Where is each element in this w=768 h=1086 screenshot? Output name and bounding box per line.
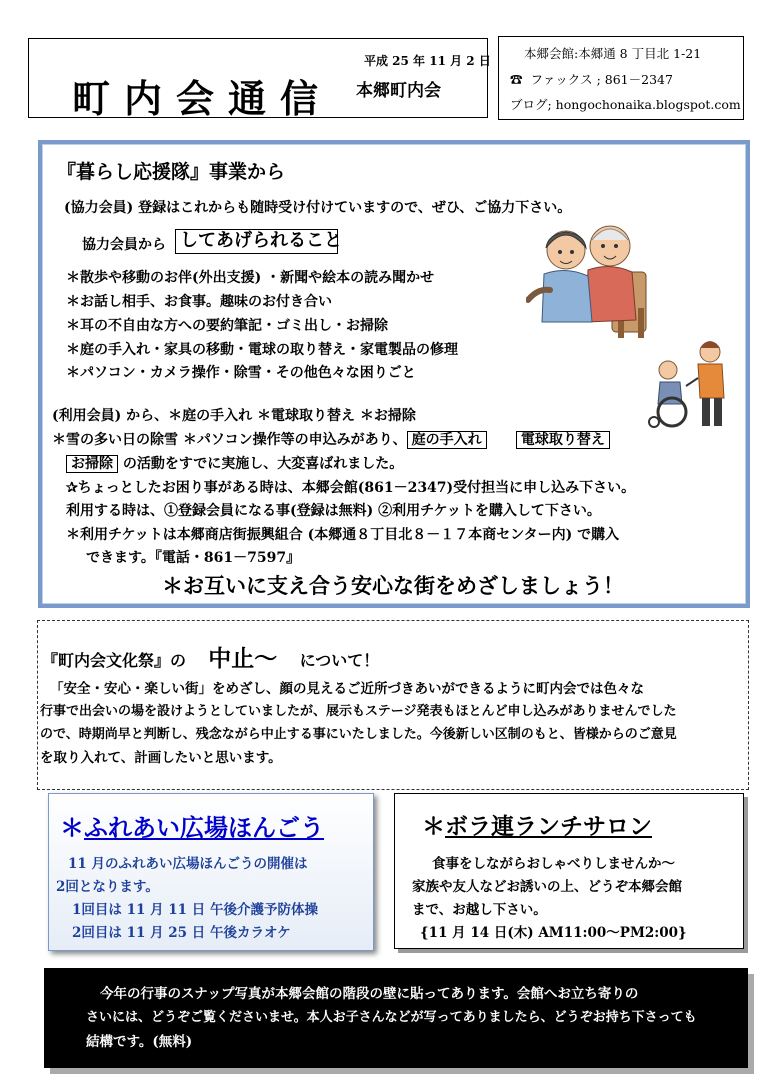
support-item: ＊庭の手入れ・家具の移動・電球の取り替え・家電製品の修理 (66, 342, 458, 358)
festival-line: を取り入れて、計画したいと思います。 (40, 750, 282, 766)
support-item: ＊耳の不自由な方への要約筆記・ゴミ出し・お掃除 (66, 318, 388, 334)
slogan: ＊お互いに支え合う安心な街をめざしましょう！ (162, 573, 624, 598)
elderly-couple-illustration (526, 210, 652, 346)
org-name: 本郷町内会 (356, 81, 441, 101)
user-line-2 (52, 429, 610, 449)
user-line-3-text: の活動をすでに実施し、大変喜ばれました。 (122, 456, 404, 472)
salon-schedule: {11 月 14 日(木) AM11:00～PM2:00} (420, 925, 687, 941)
user-line-1: (利用会員) から、＊庭の手入れ ＊電球取り替え ＊お掃除 (52, 408, 416, 424)
photos-line: 結構です。(無料) (86, 1034, 193, 1050)
salon-line: 食事をしながらおしゃべりしませんか～ (432, 856, 675, 872)
address: 本郷会館:本郷通 8 丁目北 1-21 (524, 46, 702, 61)
boxed-bulb: 電球取り替え (516, 431, 610, 449)
phone-icon: ☎ (510, 72, 523, 87)
boxed-garden: 庭の手入れ (407, 431, 487, 449)
ticket-line-2: できます。『電話・861－7597』 (86, 550, 301, 566)
user-line-3 (66, 453, 403, 473)
help-line: ✰ちょっとしたお困り事がある時は、本郷会館(861－2347)受付担当に申し込み下さい。 (66, 480, 636, 496)
festival-title-a: 『町内会文化祭』の (42, 651, 187, 670)
user-line-2-text: ＊雪の多い日の除雪 ＊パソコン操作等の申込みがあり、 (52, 432, 407, 448)
festival-title-b: 中止～ (208, 645, 278, 672)
fureai-star: ＊ (60, 813, 84, 842)
fureai-line: 2回目は 11 月 25 日 午後カラオケ (72, 925, 291, 941)
festival-line: ので、時期尚早と判断し、残念ながら中止する事にいたしました。今後新しい区制のもと、皆様からのご意見 (40, 727, 677, 742)
fureai-title (60, 808, 324, 843)
photos-line: 今年の行事のスナップ写真が本郷会館の階段の壁に貼ってあります。会館へお立ち寄りの (100, 986, 639, 1002)
support-item: ＊散歩や移動のお伴(外出支援) ・新聞や絵本の読み聞かせ (66, 270, 435, 286)
blog-url[interactable]: ブログ; hongochonaika.blogspot.com (510, 97, 741, 112)
support-title: 『暮らし応援隊』事業から (57, 161, 286, 183)
use-line: 利用する時は、①登録会員になる事(登録は無料) ②利用チケットを購入して下さい。 (66, 503, 601, 519)
salon-title-text: ボラ連ランチサロン (445, 813, 652, 840)
salon-title (422, 808, 652, 841)
salon-line: 家族や友人などお誘いの上、どうぞ本郷会館 (412, 879, 682, 895)
ticket-line-1: ＊利用チケットは本郷商店街振興組合 (本郷通８丁目北８－１７本商センター内) で購入 (66, 527, 620, 543)
support-item: ＊お話し相手、お食事。趣味のお付き合い (66, 294, 332, 310)
can-do-label: してあげられること (175, 229, 338, 254)
boxed-cleaning: お掃除 (66, 455, 118, 473)
wheelchair-illustration (646, 334, 730, 430)
salon-line: まで、お越し下さい。 (412, 902, 547, 918)
fureai-title-text: ふれあい広場ほんごう (84, 813, 324, 842)
fureai-line: 11 月のふれあい広場ほんごうの開催は (68, 856, 308, 872)
support-item: ＊パソコン・カメラ操作・除雪・その他色々な困りごと (66, 365, 416, 381)
festival-line: 行事で出会いの場を設けようとしていましたが、展示もステージ発表もほとんど申し込みがありませんでした (40, 704, 677, 719)
festival-title-c: について！ (299, 651, 380, 670)
fureai-line: 1回目は 11 月 11 日 午後介護予防体操 (72, 902, 318, 918)
member-line: (協力会員) 登録はこれからも随時受け付けていますので、ぜひ、ご協力下さい。 (64, 200, 572, 216)
newsletter-title: 町内会通信 (72, 76, 333, 121)
salon-star: ＊ (422, 813, 445, 840)
can-do-prefix: 協力会員から (82, 237, 166, 253)
fureai-line: 2回となります。 (56, 879, 159, 895)
issue-date: 平成 25 年 11 月 2 日 (364, 54, 491, 68)
festival-line: 「安全・安心・楽しい街」をめざし、顔の見えるご近所づきあいができるように町内会では色々な (50, 681, 644, 697)
fax-number: ファックス ; 861－2347 (530, 72, 673, 87)
photos-line: さいには、どうぞご覧くださいませ。本人お子さんなどが写ってありましたら、どうぞお持ち下さっても (86, 1010, 697, 1025)
fax-row (510, 70, 673, 88)
festival-title (42, 640, 379, 673)
